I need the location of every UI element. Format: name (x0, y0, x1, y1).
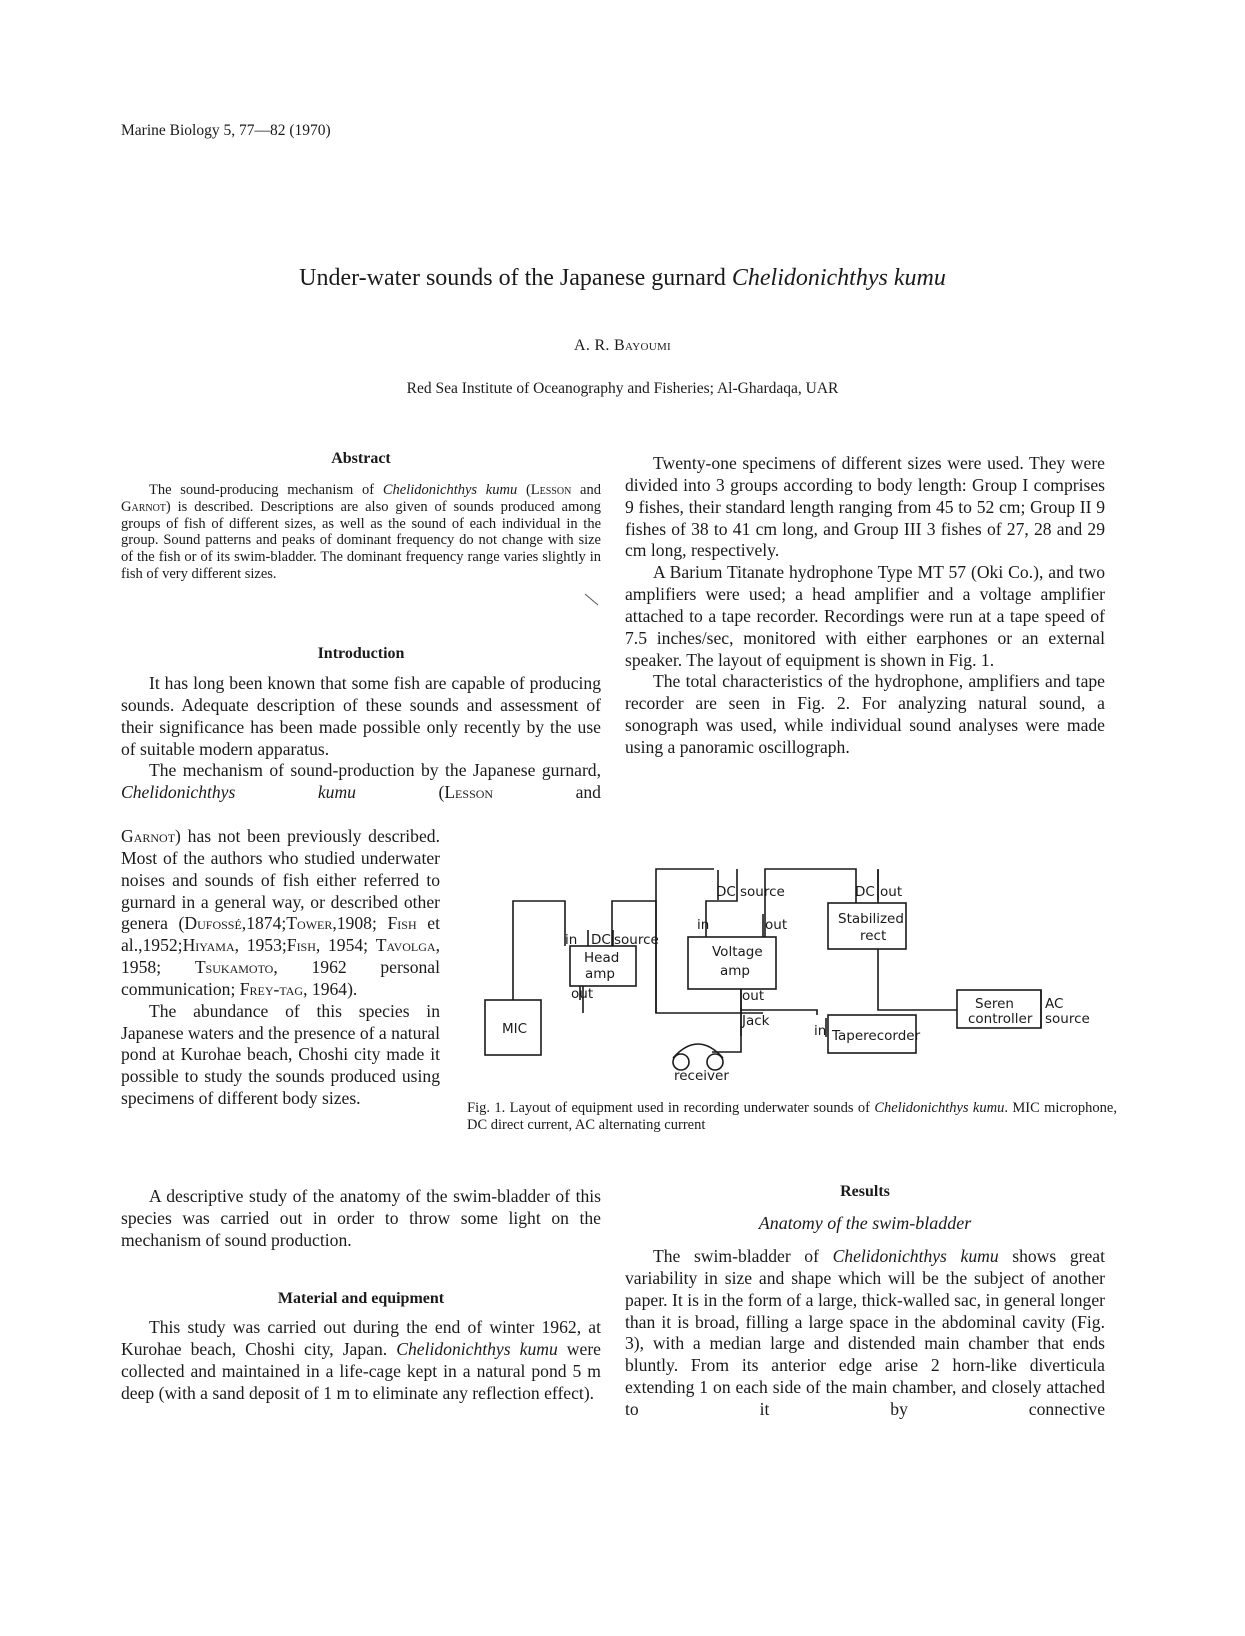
wire-voltage-in (706, 869, 737, 937)
species-name: Chelidonichthys kumu (121, 782, 356, 803)
label-head-amp-2: amp (585, 966, 615, 982)
results-body (625, 1246, 1105, 1421)
text-span: The sound-producing mechanism of (149, 482, 383, 498)
affiliation: Red Sea Institute of Oceanography and Fisheries; Al-Ghardaqa, UAR (406, 380, 839, 397)
author-ref: Lesson (444, 782, 494, 803)
label-head-amp-1: Head (584, 950, 620, 966)
text-span: ,1874; (241, 913, 287, 934)
label-head-dc: DC (591, 932, 611, 948)
label-voltage-out: out (765, 917, 788, 933)
title-main: Under-water sounds of the Japanese gurnard (299, 265, 732, 291)
text-span: and (493, 782, 601, 803)
text-span: The mechanism of sound-production by the Japanese gurnard, (149, 760, 601, 781)
material-body-left (121, 1317, 601, 1404)
species-name: Chelidonichthys kumu (396, 1338, 558, 1359)
material-body-right (625, 453, 1105, 759)
label-ac-source: source (1045, 1011, 1090, 1027)
label-stab-out: out (880, 884, 903, 900)
text-span: ,1908; (332, 913, 388, 934)
text-span: ( (517, 482, 531, 498)
label-stab-dc: DC (855, 884, 875, 900)
author-ref: Frey-tag (239, 978, 304, 999)
label-stabilized-2: rect (860, 928, 887, 944)
material-paragraph-1 (121, 1317, 601, 1404)
text-span: , 1953; (234, 935, 287, 956)
wire-stab-seren (878, 949, 957, 1010)
label-jack: Jack (742, 1013, 770, 1029)
author-ref: Fish (286, 935, 316, 956)
author-ref: Hiyama (182, 935, 235, 956)
title-species: Chelidonichthys kumu (731, 265, 946, 291)
species-name: Chelidonichthys kumu (382, 482, 518, 498)
label-seren-2: controller (968, 1011, 1033, 1027)
label-taperecorder: Taperecorder (832, 1028, 921, 1044)
author-ref: Tavolga (375, 935, 436, 956)
author-ref: Garnot (121, 498, 166, 515)
label-voltage-in: in (697, 917, 710, 933)
wire-jack-receiver (712, 989, 741, 1052)
author-ref: Garnot (121, 826, 176, 846)
author-ref: Tsukamoto (194, 957, 274, 978)
label-voltage-source: source (740, 884, 785, 900)
author-ref: Tower (286, 913, 333, 934)
running-head: Marine Biology 5, 77—82 (1970) (121, 122, 331, 139)
author-ref: Lesson (530, 482, 572, 498)
text-span: ) is described. Descriptions are also given of sounds produced among groups of fish of different sizes, as well as the sound of each individual in the group. Sound patterns and peaks of dominant frequency do not change with size of the fish or of its swim-bladder. The dominant frequency range varies slightly in fish of very different sizes. (121, 498, 601, 582)
equipment-layout-svg (480, 865, 1120, 1095)
results-heading: Results (840, 1183, 890, 1200)
label-voltage-amp-1: Voltage (712, 944, 763, 960)
author-surname: Bayoumi (614, 337, 671, 354)
text-span: The swim-bladder of (653, 1246, 833, 1266)
label-seren-1: Seren (975, 996, 1014, 1012)
author (0, 337, 1245, 355)
material-heading: Material and equipment (277, 1290, 445, 1307)
text-span: This study was carried out during the end of winter 1962, at Kurohae beach, Choshi city, Japan. (121, 1317, 601, 1359)
material-paragraph-2: Twenty-one specimens of different sizes were used. They were divided into 3 groups according to body length: Group I comprises 9 fishes, their standard length ranging from 45 to 52 cm; Group II 9 fishes of 38 to 41 cm long, and Group III 3 fishes of 27, 28 and 29 cm long, respectively. (625, 453, 1105, 561)
label-mic: MIC (502, 1021, 528, 1037)
wire-mic-head-in (513, 901, 565, 1000)
label-stabilized-1: Stabilized (838, 911, 904, 927)
text-span: were collected and maintained in a life-cage kept in a natural pond 5 m deep (with a sand deposit of 1 m to eliminate any reflection effect). (121, 1338, 601, 1403)
label-voltage-out-lower: out (742, 988, 765, 1004)
wire-dc-bus (656, 869, 714, 1013)
intro-paragraph-3: The abundance of this species in Japanese waters and the presence of a natural pond at Kurohae beach, Choshi city made it possible to study the sounds produced using specimens of different body sizes. (121, 1000, 440, 1109)
figure-1-diagram (480, 865, 1120, 1095)
label-head-source: source (614, 932, 659, 948)
introduction-body-top (121, 673, 601, 804)
text-span: Layout of equipment used in recording underwater sounds of (509, 1100, 875, 1116)
author-initials: A. R. (573, 337, 615, 354)
label-voltage-dc: DC (716, 884, 736, 900)
results-paragraph-1 (625, 1246, 1105, 1421)
anatomy-subheading: Anatomy of the swim-bladder (758, 1213, 972, 1233)
pen-mark-icon (584, 593, 600, 607)
text-span: , 1958; (121, 935, 441, 978)
introduction-body-narrow (121, 826, 440, 1110)
species-name: Chelidonichthys kumu (832, 1246, 999, 1266)
text-span: , 1962 personal communication; (121, 957, 440, 999)
introduction-heading: Introduction (317, 645, 405, 662)
intro-paragraph-4: A descriptive study of the anatomy of the swim-bladder of this species was carried out in order to throw some light on the mechanism of sound production. (121, 1186, 601, 1250)
text-span: et al.,1952; (121, 913, 440, 956)
introduction-body-bottom (121, 1186, 601, 1252)
text-span: ) has not been previously described. Most of the authors who studied underwater noises and sounds of fish either referred to gurnard in a general way, or described other genera ( (121, 826, 440, 934)
intro-paragraph-1: It has long been known that some fish are capable of producing sounds. Adequate description of these sounds and assessment of their significance has been made possible only recently by the use of suitable modern apparatus. (121, 673, 601, 759)
text-span: ( (355, 782, 445, 803)
material-paragraph-3: A Barium Titanate hydrophone Type MT 57 (Oki Co.), and two amplifiers were used; a head amplifier and a voltage amplifier attached to a tape recorder. Recordings were run at a tape speed of 7.5 inches/sec, monitored with either earphones or an external speaker. The layout of equipment is shown in Fig. 1. (625, 562, 1105, 670)
abstract-paragraph (121, 482, 601, 583)
label-receiver: receiver (674, 1068, 729, 1084)
text-span: , 1964). (303, 978, 358, 999)
label-head-in: in (565, 932, 578, 948)
label-voltage-amp-2: amp (720, 963, 750, 979)
abstract-body (121, 482, 601, 583)
intro-paragraph-2-cont (121, 826, 440, 1001)
label-head-out: out (571, 986, 594, 1002)
text-span: and (571, 482, 601, 498)
caption-number: Fig. 1. (467, 1100, 506, 1116)
label-tape-in: in (814, 1023, 827, 1039)
species-name: Chelidonichthys kumu (874, 1100, 1005, 1116)
text-span: , 1954; (315, 935, 376, 956)
receiver-band-icon (673, 1044, 723, 1058)
abstract-heading: Abstract (331, 450, 391, 467)
intro-paragraph-2 (121, 760, 601, 804)
author-ref: Fish (387, 913, 417, 934)
paper-title (0, 265, 1245, 292)
text-span: shows great variability in size and shape which will be the subject of another paper. It is in the form of a large, thick-walled sac, in general longer than it is broad, filling a large space in the abdominal cavity (Fig. 3), with a median large and distended main chamber that ends bluntly. From its anterior edge arise 2 horn-like diverticula extending 1 on each side of the main chamber, and closely attached to it by connective (625, 1246, 1105, 1419)
label-ac: AC (1045, 996, 1064, 1012)
text-span: . MIC microphone, DC direct current, AC alternating current (467, 1100, 1117, 1133)
author-ref: Dufossé (184, 913, 242, 934)
figure-1-caption (467, 1100, 1117, 1134)
material-paragraph-4: The total characteristics of the hydrophone, amplifiers and tape recorder are seen in Fig. 2. For analyzing natural sound, a sonograph was used, while individual sound analyses were made using a panoramic oscillograph. (625, 671, 1105, 757)
